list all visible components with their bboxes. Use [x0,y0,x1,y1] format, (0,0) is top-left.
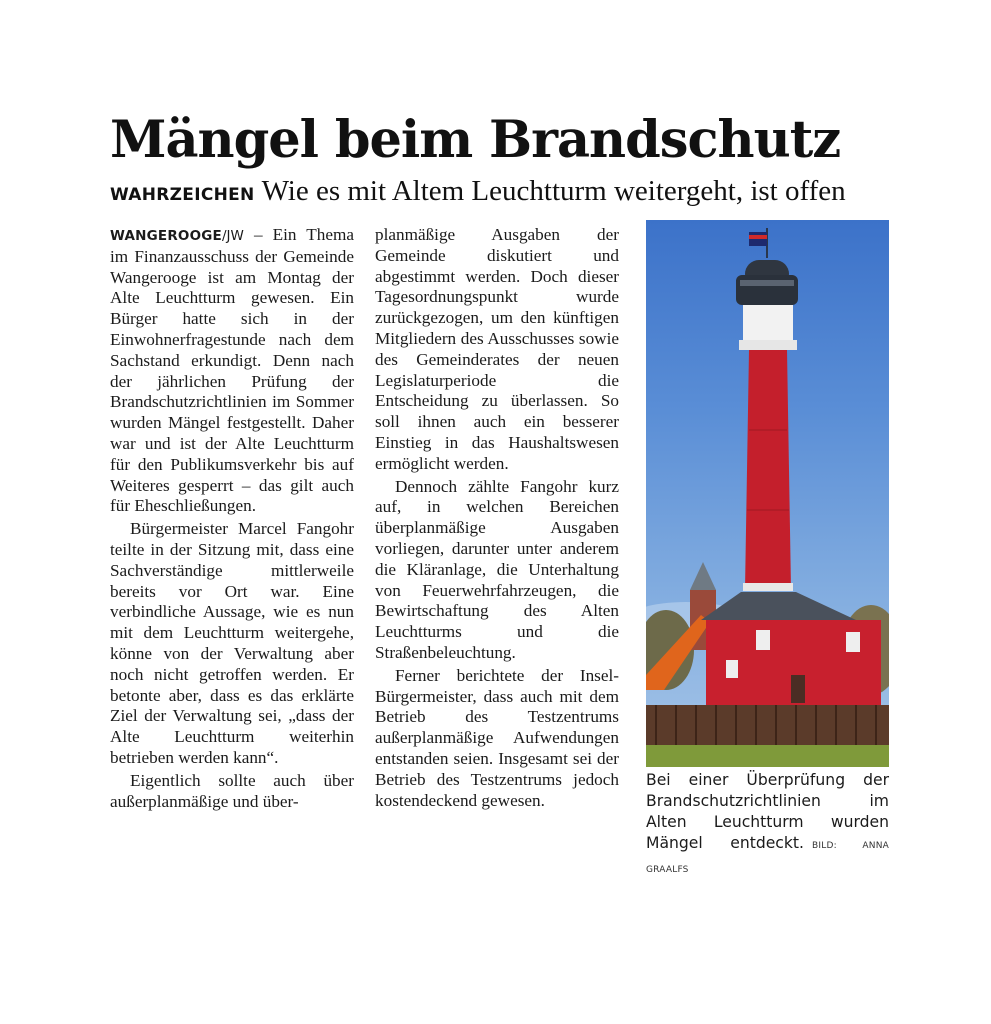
caption-text: Bei einer Überprüfung der Brandschutzrichtlinien im Alten Leuchtturm wurden Mängel entdeckt. [646,771,889,852]
paragraph: planmäßige Ausgaben der Gemeinde diskutiert und abgestimmt werden. Doch dieser Tagesordnungspunkt wurde zurückgezogen, um den künftigen Mitgliedern des Ausschusses sowie des Gemeinderates der neuen Legislaturperiode die Entscheidung zu überlassen. So soll ihnen auch ein besserer Einstieg in das Haushaltswesen ermöglicht werden. [375,225,619,473]
headline: Mängel beim Brandschutz [110,110,841,170]
lighthouse-illustration [646,220,889,767]
article-column-2 [375,225,619,811]
lighthouse-photo [646,220,889,767]
subheadline [110,175,846,208]
paragraph-text: – Ein Thema im Finanzausschuss der Gemeinde Wangerooge ist am Montag der Alte Leuchtturm gewesen. Ein Bürger hatte sich in der Einwohnerfragestunde nach dem Sachstand erkundigt. Denn nach der jährlichen Prüfung der Brandschutzrichtlinien im Sommer wurden Mängel festgestellt. Daher war und ist der Alte Leuchtturm für den Publikumsverkehr bis auf Weiteres gesperrt – das gilt auch für Eheschließungen. [110,225,354,516]
paragraph [110,225,354,517]
paragraph: Ferner berichtete der Insel-Bürgermeister, dass auch mit dem Betrieb des Testzentrums außerplanmäßige Aufwendungen entstanden seien. Insgesamt sei der Betrieb des Testzentrums jedoch kostendeckend gewesen. [375,665,619,810]
paragraph: Bürgermeister Marcel Fangohr teilte in der Sitzung mit, dass eine Sachverständige mittlerweile bereits vor Ort war. Eine verbindliche Aussage, wie es nun mit dem Leuchtturm weitergehe, könne von der Verwaltung aber noch nicht getroffen werden. Er betonte aber, dass es das erklärte Ziel der Verwaltung sei, „dass der Alte Leuchtturm weiterhin betrieben werden kann“. [110,519,354,767]
kicker: WAHRZEICHEN [110,185,255,205]
photo-caption [646,770,889,881]
photo-credit: BILD: ANNA GRAALFS [646,841,889,875]
dateline-suffix: /JW [221,228,244,244]
subtitle: Wie es mit Altem Leuchtturm weitergeht, ist offen [261,175,846,207]
paragraph: Eigentlich sollte auch über außerplanmäßige und über- [110,770,354,811]
dateline: WANGEROOGE [110,228,222,244]
paragraph: Dennoch zählte Fangohr kurz auf, in welchen Bereichen überplanmäßige Ausgaben vorliegen, darunter unter anderem die Kläranlage, die Unterhaltung von Feuerwehrfahrzeugen, die Bewirtschaftung des Alten Leuchtturms und die Straßenbeleuchtung. [375,476,619,662]
article-column-1 [110,225,354,812]
